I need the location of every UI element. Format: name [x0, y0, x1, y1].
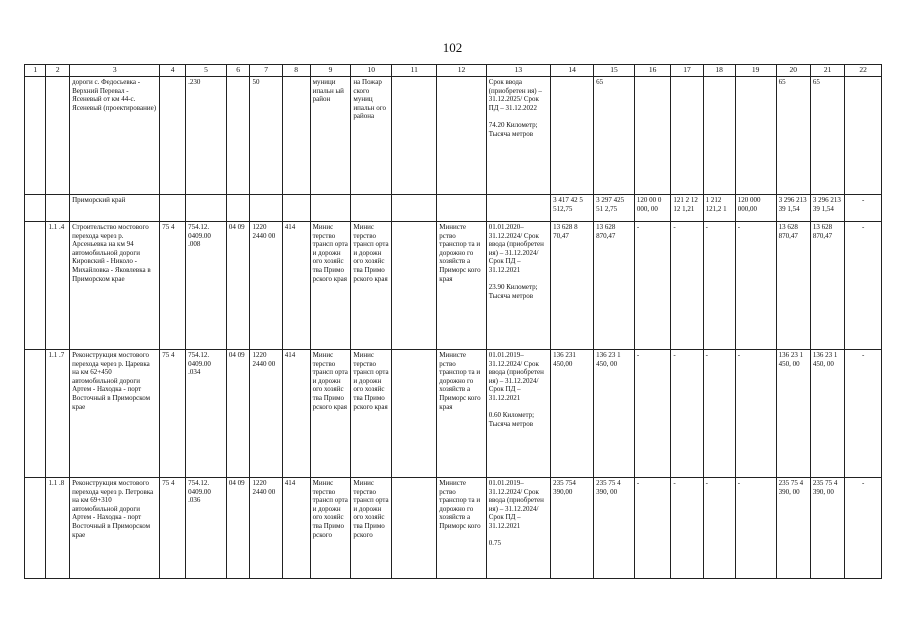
table-cell: 414 [282, 222, 310, 350]
table-cell [226, 77, 250, 195]
table-cell [160, 195, 186, 222]
table-cell: - [845, 195, 882, 222]
table-cell [25, 195, 46, 222]
table-cell: 235 75 4 390, 00 [810, 478, 844, 579]
table-cell: Минис терство трансп орта и дорожн ого хозяйс тва Примо рского края [310, 222, 351, 350]
table-cell: 13 628 870,47 [594, 222, 635, 350]
table-cell [392, 350, 437, 478]
page-number: 102 [442, 40, 463, 55]
table-cell: - [845, 350, 882, 478]
table-cell: .230 [186, 77, 227, 195]
table-cell: - [634, 222, 671, 350]
table-cell [671, 77, 703, 195]
table-cell: 1220 2440 00 [250, 350, 282, 478]
table-cell: 235 75 4 390, 00 [776, 478, 810, 579]
table-cell: Минис терство трансп орта и дорожн ого хозяйс тва Примо рского края [351, 222, 392, 350]
table-row [25, 77, 882, 195]
table-cell [25, 478, 46, 579]
table-cell: Минис терство трансп орта и дорожн ого хозяйс тва Примо рского края [351, 350, 392, 478]
table-cell [46, 77, 70, 195]
column-number: 9 [310, 65, 351, 77]
table-cell [486, 195, 550, 222]
table-cell [250, 195, 282, 222]
table-cell [25, 77, 46, 195]
table-cell: на Пожар ского муниц ипальн ого района [351, 77, 392, 195]
table-cell: 1.1 .7 [46, 350, 70, 478]
column-number: 14 [551, 65, 594, 77]
table-cell: - [703, 222, 735, 350]
table-cell: 1220 2440 00 [250, 478, 282, 579]
column-number-row [25, 65, 882, 77]
column-number: 15 [594, 65, 635, 77]
table-cell [551, 77, 594, 195]
table-row [25, 222, 882, 350]
table-cell: 754.12. 0409.00 .034 [186, 350, 227, 478]
table-cell: 3 296 213 39 1,54 [810, 195, 844, 222]
table-cell: 754.12. 0409.00 .036 [186, 478, 227, 579]
table-cell [392, 222, 437, 350]
table-cell: 13 628 870,47 [810, 222, 844, 350]
table-cell: 235 754 390,00 [551, 478, 594, 579]
table-cell: 136 231 450,00 [551, 350, 594, 478]
table-cell: Министе рство транспор та и дорожно го хозяйств а Приморс кого [437, 478, 486, 579]
table-cell [392, 478, 437, 579]
column-number: 10 [351, 65, 392, 77]
table-cell: - [634, 350, 671, 478]
table-cell: 3 297 425 51 2,75 [594, 195, 635, 222]
table-cell: 120 000 000,00 [735, 195, 776, 222]
table-cell: дороги с. Федосьевка - Верхний Перевал - Ясеневый от км 44-с. Ясеневый (проектирование) [70, 77, 160, 195]
table-cell: Приморский край [70, 195, 160, 222]
table-cell: 50 [250, 77, 282, 195]
table-cell: Строительство мостового перехода через р. Арсеньевка на км 94 автомобильной дороги Кировский - Николо - Михайловка - Яковлевка в Приморском крае [70, 222, 160, 350]
table-cell [310, 195, 351, 222]
table-cell: - [845, 478, 882, 579]
column-number: 3 [70, 65, 160, 77]
table-cell [160, 77, 186, 195]
table-cell [703, 77, 735, 195]
table-cell: 75 4 [160, 478, 186, 579]
column-number: 12 [437, 65, 486, 77]
table-cell: 1 212 121,2 1 [703, 195, 735, 222]
column-number: 21 [810, 65, 844, 77]
table-cell [186, 195, 227, 222]
column-number: 4 [160, 65, 186, 77]
table-cell: 136 23 1 450, 00 [776, 350, 810, 478]
table-cell [437, 77, 486, 195]
column-number: 1 [25, 65, 46, 77]
column-number: 17 [671, 65, 703, 77]
table-cell: 65 [810, 77, 844, 195]
table-cell: 75 4 [160, 222, 186, 350]
table-cell: - [845, 222, 882, 350]
table-cell: 1220 2440 00 [250, 222, 282, 350]
table-cell: 3 296 213 39 1,54 [776, 195, 810, 222]
column-number: 19 [735, 65, 776, 77]
table-cell [634, 77, 671, 195]
column-number: 16 [634, 65, 671, 77]
table-cell: 1.1 .8 [46, 478, 70, 579]
table-cell: - [634, 478, 671, 579]
table-cell [226, 195, 250, 222]
table-cell: Минис терство трансп орта и дорожн ого хозяйс тва Примо рского [351, 478, 392, 579]
budget-table [24, 64, 882, 579]
table-cell [46, 195, 70, 222]
table-row [25, 350, 882, 478]
table-cell: 01.01.2019– 31.12.2024/ Срок ввода (приобретен ия) – 31.12.2024/ Срок ПД – 31.12.2021 0.60 Километр; Тысяча метров [486, 350, 550, 478]
table-cell: 75 4 [160, 350, 186, 478]
table-cell: Реконструкция мостового перехода через р. Петровка на км 69+310 автомобильной дороги Артем - Находка - порт Восточный в Приморском крае [70, 478, 160, 579]
column-number: 7 [250, 65, 282, 77]
column-number: 5 [186, 65, 227, 77]
table-cell: 13 628 8 70,47 [551, 222, 594, 350]
column-number: 22 [845, 65, 882, 77]
table-row [25, 478, 882, 579]
table-cell [351, 195, 392, 222]
table-cell: Минис терство трансп орта и дорожн ого хозяйс тва Примо рского края [310, 350, 351, 478]
table-cell [282, 77, 310, 195]
table-cell: 04 09 [226, 222, 250, 350]
table-cell [392, 77, 437, 195]
table-cell: 136 23 1 450, 00 [594, 350, 635, 478]
table-row [25, 195, 882, 222]
table-cell: 13 628 870,47 [776, 222, 810, 350]
table-cell: - [735, 350, 776, 478]
table-cell: 1.1 .4 [46, 222, 70, 350]
table-cell: - [703, 478, 735, 579]
table-cell: 120 00 0 000, 00 [634, 195, 671, 222]
column-number: 2 [46, 65, 70, 77]
table-cell: муници ипальн ый район [310, 77, 351, 195]
table-cell: 121 2 12 12 1,21 [671, 195, 703, 222]
table-cell: - [671, 478, 703, 579]
table-cell: 136 23 1 450, 00 [810, 350, 844, 478]
table-cell: Минис терство трансп орта и дорожн ого хозяйс тва Примо рского [310, 478, 351, 579]
table-cell: - [671, 350, 703, 478]
table-cell: 65 [594, 77, 635, 195]
table-cell: Министе рство транспор та и дорожно го хозяйств а Приморс кого края [437, 350, 486, 478]
table-cell: 04 09 [226, 350, 250, 478]
column-number: 11 [392, 65, 437, 77]
table-cell: 01.01.2019– 31.12.2024/ Срок ввода (приобретен ия) – 31.12.2024/ Срок ПД – 31.12.2021 0.75 [486, 478, 550, 579]
table-cell [282, 195, 310, 222]
table-cell: 414 [282, 478, 310, 579]
table-cell [25, 222, 46, 350]
table-cell [437, 195, 486, 222]
column-number: 6 [226, 65, 250, 77]
table-cell: 235 75 4 390, 00 [594, 478, 635, 579]
table-cell [845, 77, 882, 195]
table-cell: 414 [282, 350, 310, 478]
table-cell: Срок ввода (приобретен ия) – 31.12.2025/ Срок ПД – 31.12.2022 74.20 Километр; Тысяча метров [486, 77, 550, 195]
table-cell: 01.01.2020– 31.12.2024/ Срок ввода (приобретен ия) – 31.12.2024/ Срок ПД – 31.12.2021 23.90 Километр; Тысяча метров [486, 222, 550, 350]
table-cell: - [671, 222, 703, 350]
table-cell: - [735, 222, 776, 350]
column-number: 8 [282, 65, 310, 77]
column-number: 18 [703, 65, 735, 77]
table-cell [392, 195, 437, 222]
table-cell: Министе рство транспор та и дорожно го хозяйств а Приморс кого края [437, 222, 486, 350]
table-cell: 04 09 [226, 478, 250, 579]
table-cell [735, 77, 776, 195]
column-number: 20 [776, 65, 810, 77]
table-cell: - [703, 350, 735, 478]
table-cell: 754.12. 0409.00 .008 [186, 222, 227, 350]
table-cell: 3 417 42 5 512,75 [551, 195, 594, 222]
table-cell: - [735, 478, 776, 579]
column-number: 13 [486, 65, 550, 77]
table-cell: 65 [776, 77, 810, 195]
table-cell: Реконструкция мостового перехода через р. Царевка на км 62+450 автомобильной дороги Артем - Находка - порт Восточный в Приморском крае [70, 350, 160, 478]
table-cell [25, 350, 46, 478]
